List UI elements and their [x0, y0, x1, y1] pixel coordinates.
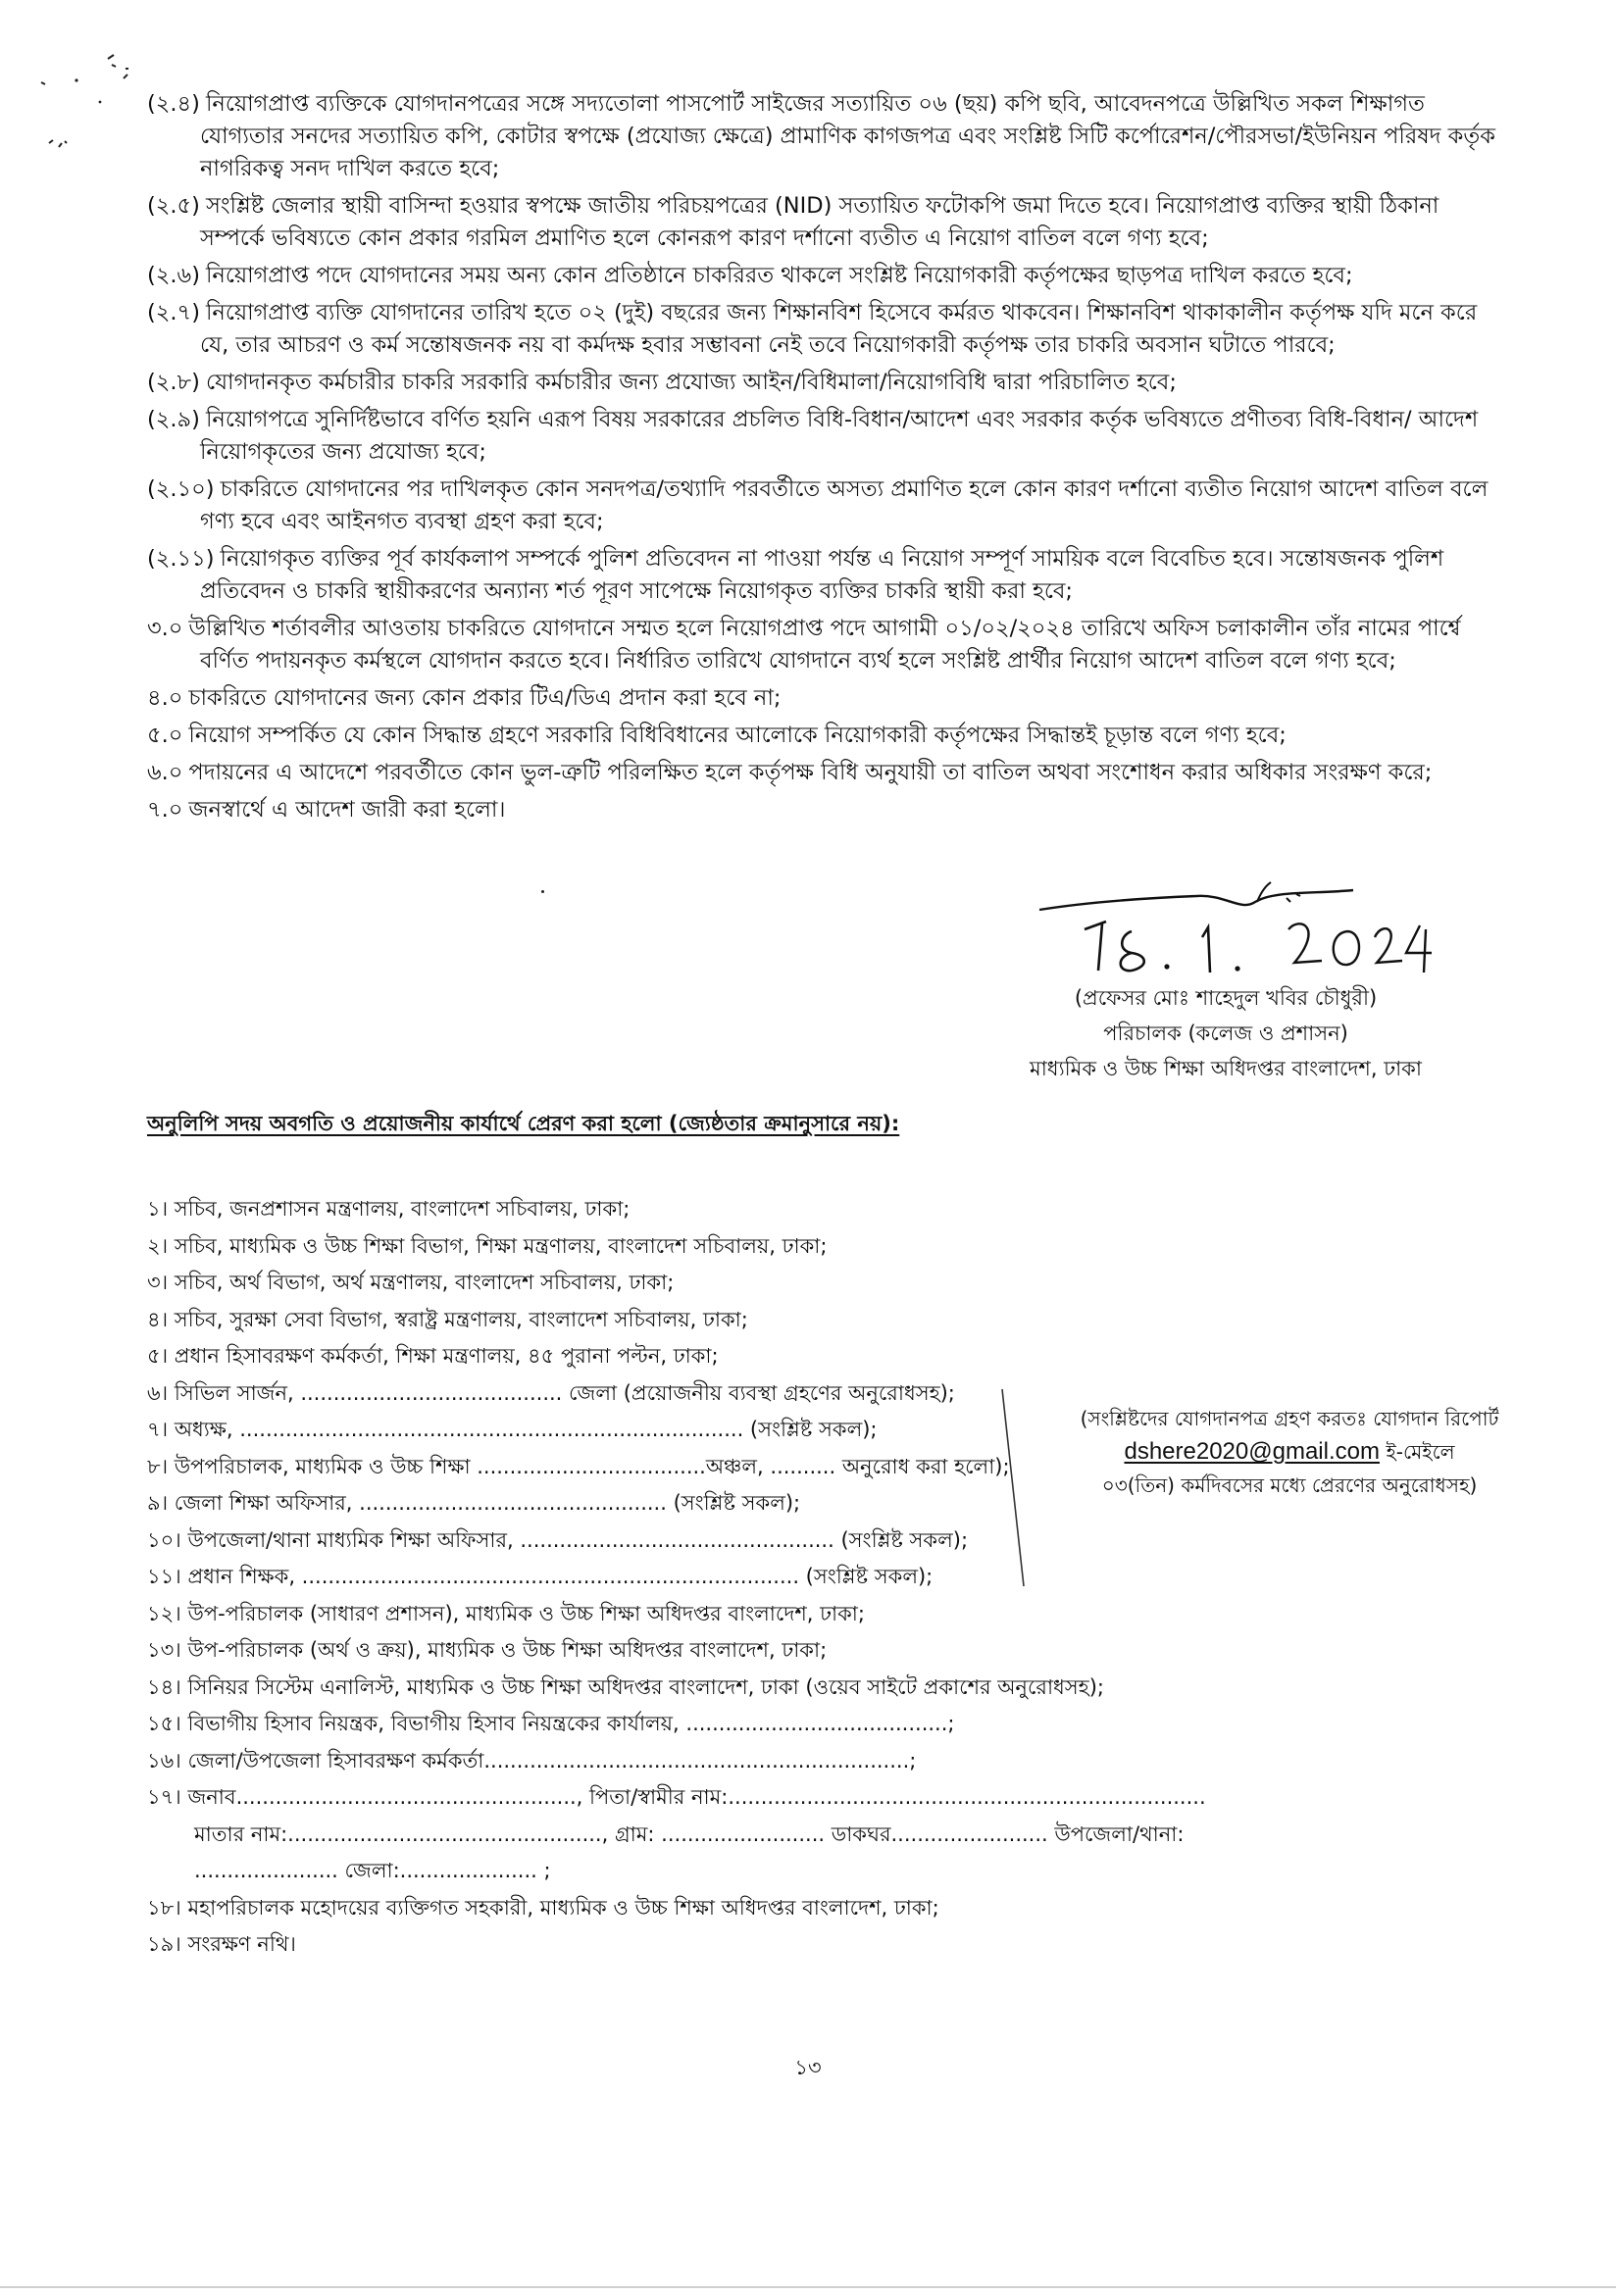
- signatory-designation: পরিচালক (কলেজ ও প্রশাসন): [1103, 1022, 1348, 1045]
- clause-number: ৪.০: [147, 685, 183, 711]
- copy-item: ৮। উপপরিচালক, মাধ্যমিক ও উচ্চ শিক্ষা ...................................অঞ্চল, .......... অনুরোধ করা হলো);: [147, 1454, 1010, 1478]
- clause-6-0: [147, 757, 1500, 789]
- clause-number: ৬.০: [147, 760, 183, 785]
- clause-text: নিয়োগপ্রাপ্ত পদে যোগদানের সময় অন্য কোন প্রতিষ্ঠানে চাকরিরত থাকলে সংশ্লিষ্ট নিয়োগকারী কর্তৃপক্ষের ছাড়পত্র দাখিল করতে হবে;: [205, 263, 1353, 288]
- note-line-3: ০৩(তিন) কর্মদিবসের মধ্যে প্রেরণের অনুরোধসহ): [1101, 1473, 1478, 1497]
- copy-item: ৩। সচিব, অর্থ বিভাগ, অর্থ মন্ত্রণালয়, বাংলাদেশ সচিবালয়, ঢাকা;: [147, 1271, 675, 1294]
- copy-item: ১৯। সংরক্ষণ নথি।: [147, 1932, 296, 1956]
- clause-number: (২.১০): [147, 476, 215, 502]
- clause-text: চাকরিতে যোগদানের জন্য কোন প্রকার টিএ/ডিএ প্রদান করা হবে না;: [188, 685, 782, 711]
- copy-item: ১৫। বিভাগীয় হিসাব নিয়ন্ত্রক, বিভাগীয় হিসাব নিয়ন্ত্রকের কার্যালয়, ........................................;: [147, 1712, 955, 1735]
- clause-2-9: [147, 404, 1500, 469]
- note-line-2: [1049, 1435, 1530, 1469]
- scan-speck-marks: [29, 39, 167, 167]
- copy-item: ৪। সচিব, সুরক্ষা সেবা বিভাগ, স্বরাষ্ট্র মন্ত্রণালয়, বাংলাদেশ সচিবালয়, ঢাকা;: [147, 1307, 748, 1331]
- clause-2-7: [147, 297, 1500, 362]
- clause-text: নিয়োগ সম্পর্কিত যে কোন সিদ্ধান্ত গ্রহণে সরকারি বিধিবিধানের আলোকে নিয়োগকারী কর্তৃপক্ষের সিদ্ধান্তই চূড়ান্ত বলে গণ্য হবে;: [188, 723, 1287, 748]
- bracket-line: [998, 1387, 1028, 1588]
- clause-4-0: [147, 682, 1500, 715]
- clause-number: ৫.০: [147, 723, 183, 748]
- clause-number: (২.৮): [147, 370, 200, 395]
- clause-text: নিয়োগপ্রাপ্ত ব্যক্তিকে যোগদানপত্রের সঙ্গে সদ্যতোলা পাসপোর্ট সাইজের সত্যায়িত ০৬ (ছয়) কপি ছবি, আবেদনপত্রে উল্লিখিত সকল শিক্ষাগত যোগ্যতার সনদের সত্যায়িত কপি, কোটার স্বপক্ষে (প্রযোজ্য ক্ষেত্রে) প্রামাণিক কাগজপত্র এবং সংশ্লিষ্ট সিটি কর্পোরেশন/পৌরসভা/ইউনিয়ন পরিষদ কর্তৃক নাগরিকত্ব সনদ দাখিল করতে হবে;: [200, 91, 1495, 181]
- handwritten-signature: [1030, 873, 1441, 980]
- clause-2-10: [147, 474, 1500, 538]
- clause-7-0: [147, 794, 1500, 826]
- copy-item-continuation: ...................... জেলা:..................... ;: [194, 1859, 551, 1882]
- clause-text: চাকরিতে যোগদানের পর দাখিলকৃত কোন সনদপত্র/তথ্যাদি পরবর্তীতে অসত্য প্রমাণিত হলে কোন কারণ দর্শানো ব্যতীত নিয়োগ আদেশ বাতিল বলে গণ্য হবে এবং আইনগত ব্যবস্থা গ্রহণ করা হবে;: [200, 476, 1489, 534]
- email-link[interactable]: dshere2020@gmail.com: [1124, 1438, 1380, 1465]
- clause-number: ৩.০: [147, 616, 183, 641]
- clause-2-8: [147, 367, 1500, 399]
- copy-item: ৫। প্রধান হিসাবরক্ষণ কর্মকর্তা, শিক্ষা মন্ত্রণালয়, ৪৫ পুরানা পল্টন, ঢাকা;: [147, 1344, 719, 1368]
- copy-item: ২। সচিব, মাধ্যমিক ও উচ্চ শিক্ষা বিভাগ, শিক্ষা মন্ত্রণালয়, বাংলাদেশ সচিবালয়, ঢাকা;: [147, 1233, 828, 1258]
- stray-dot: [541, 890, 544, 893]
- clause-text: উল্লিখিত শর্তাবলীর আওতায় চাকরিতে যোগদানে সম্মত হলে নিয়োগপ্রাপ্ত পদে আগামী ০১/০২/২০২৪ তারিখে অফিস চলাকালীন তাঁর নামের পার্শ্বে বর্ণিত পদায়নকৃত কর্মস্থলে যোগদান করতে হবে। নির্ধারিত তারিখে যোগদানে ব্যর্থ হলে সংশ্লিষ্ট প্রার্থীর নিয়োগ আদেশ বাতিল বলে গণ্য হবে;: [188, 616, 1461, 674]
- clause-number: (২.৫): [147, 193, 200, 219]
- clause-text: সংশ্লিষ্ট জেলার স্থায়ী বাসিন্দা হওয়ার স্বপক্ষে জাতীয় পরিচয়পত্রের (NID) সত্যায়িত ফটোকপি জমা দিতে হবে। নিয়োগপ্রাপ্ত ব্যক্তির স্থায়ী ঠিকানা সম্পর্কে ভবিষ্যতে কোন প্রকার গরমিল প্রমাণিত হলে কোনরূপ কারণ দর্শানো ব্যতীত এ নিয়োগ বাতিল বলে গণ্য হবে;: [200, 193, 1439, 251]
- clause-number: ৭.০: [147, 797, 183, 823]
- clause-text: নিয়োগপ্রাপ্ত ব্যক্তি যোগদানের তারিখ হতে ০২ (দুই) বছরের জন্য শিক্ষানবিশ হিসেবে কর্মরত থাকবেন। শিক্ষানবিশ থাকাকালীন কর্তৃপক্ষ যদি মনে করে যে, তার আচরণ ও কর্ম সন্তোষজনক নয় বা কর্মদক্ষ হবার সম্ভাবনা নেই তবে নিয়োগকারী কর্তৃপক্ষ তার চাকরি অবসান ঘটাতে পারবে;: [200, 300, 1478, 358]
- page-bottom-edge: [0, 2286, 1616, 2288]
- email-suffix: ই-মেইলে: [1386, 1440, 1455, 1464]
- clause-text: পদায়নের এ আদেশে পরবর্তীতে কোন ভুল-ত্রুটি পরিলক্ষিত হলে কর্তৃপক্ষ বিধি অনুযায়ী তা বাতিল অথবা সংশোধন করার অধিকার সংরক্ষণ করে;: [188, 760, 1433, 785]
- clause-2-4: [147, 88, 1500, 185]
- signatory-name: (প্রফেসর মোঃ শাহেদুল খবির চৌধুরী): [1074, 986, 1378, 1010]
- page-number: ১৩: [794, 2056, 822, 2079]
- copy-item: ১৪। সিনিয়র সিস্টেম এনালিস্ট, মাধ্যমিক ও উচ্চ শিক্ষা অধিদপ্তর বাংলাদেশ, ঢাকা (ওয়েব সাইটে প্রকাশের অনুরোধসহ);: [147, 1674, 1104, 1699]
- copy-item: ১০। উপজেলা/থানা মাধ্যমিক শিক্ষা অফিসার, ................................................ (সংশ্লিষ্ট সকল);: [147, 1527, 969, 1552]
- copy-item: ৬। সিভিল সার্জন, ........................................ জেলা (প্রয়োজনীয় ব্যবস্থা গ্রহণের অনুরোধসহ);: [147, 1380, 955, 1405]
- signature-block: [990, 873, 1461, 1086]
- copy-item: ১৬। জেলা/উপজেলা হিসাবরক্ষণ কর্মকর্তা.................................................................;: [147, 1748, 917, 1772]
- clause-3-0: [147, 613, 1500, 677]
- clause-number: (২.৭): [147, 300, 200, 325]
- copy-item: ৭। অধ্যক্ষ, ............................................................................. (সংশ্লিষ্ট সকল);: [147, 1418, 878, 1441]
- copy-item: ১। সচিব, জনপ্রশাসন মন্ত্রণালয়, বাংলাদেশ সচিবালয়, ঢাকা;: [147, 1197, 631, 1221]
- copy-item: ১৭। জনাব...................................................., পিতা/স্বামীর নাম:.........................................................................: [147, 1785, 1206, 1809]
- copy-item: ৯। জেলা শিক্ষা অফিসার, ............................................... (সংশ্লিষ্ট সকল);: [147, 1491, 801, 1515]
- clause-text: নিয়োগপত্রে সুনির্দিষ্টভাবে বর্ণিত হয়নি এরূপ বিষয় সরকারের প্রচলিত বিধি-বিধান/আদেশ এবং সরকার কর্তৃক ভবিষ্যতে প্রণীতব্য বিধি-বিধান/ আদেশ নিয়োগকৃতের জন্য প্রযোজ্য হবে;: [200, 407, 1479, 465]
- clause-number: (২.৪): [147, 91, 200, 117]
- signatory-office: মাধ্যমিক ও উচ্চ শিক্ষা অধিদপ্তর বাংলাদেশ, ঢাকা: [1030, 1057, 1422, 1080]
- clause-text: জনস্বার্থে এ আদেশ জারী করা হলো।: [188, 797, 506, 823]
- copies-heading: অনুলিপি সদয় অবগতি ও প্রয়োজনীয় কার্যার্থে প্রেরণ করা হলো (জ্যেষ্ঠতার ক্রমানুসারে নয়):: [147, 1112, 900, 1135]
- copies-list: [147, 1196, 1481, 1969]
- clause-number: (২.৬): [147, 263, 200, 288]
- clause-text: নিয়োগকৃত ব্যক্তির পূর্ব কার্যকলাপ সম্পর্কে পুলিশ প্রতিবেদন না পাওয়া পর্যন্ত এ নিয়োগ সম্পূর্ণ সাময়িক বলে বিবেচিত হবে। সন্তোষজনক পুলিশ প্রতিবেদন ও চাকরি স্থায়ীকরণের অন্যান্য শর্ত পূরণ সাপেক্ষে নিয়োগকৃত ব্যক্তির চাকরি স্থায়ী করা হবে;: [200, 546, 1444, 604]
- note-line-1: (সংশ্লিষ্টদের যোগদানপত্র গ্রহণ করতঃ যোগদান রিপোর্ট: [1080, 1407, 1499, 1430]
- conditions-list: [147, 88, 1500, 831]
- clause-text: যোগদানকৃত কর্মচারীর চাকরি সরকারি কর্মচারীর জন্য প্রযোজ্য আইন/বিধিমালা/নিয়োগবিধি দ্বারা পরিচালিত হবে;: [205, 370, 1177, 395]
- copy-item: ১৩। উপ-পরিচালক (অর্থ ও ক্রয়), মাধ্যমিক ও উচ্চ শিক্ষা অধিদপ্তর বাংলাদেশ, ঢাকা;: [147, 1638, 828, 1662]
- copy-item: ১৮। মহাপরিচালক মহোদয়ের ব্যক্তিগত সহকারী, মাধ্যমিক ও উচ্চ শিক্ষা অধিদপ্তর বাংলাদেশ, ঢাকা;: [147, 1895, 939, 1920]
- copy-item: ১১। প্রধান শিক্ষক, ............................................................................ (সংশ্লিষ্ট সকল);: [147, 1565, 934, 1588]
- clause-5-0: [147, 720, 1500, 752]
- joining-report-note: [1049, 1402, 1530, 1502]
- clause-2-5: [147, 190, 1500, 255]
- copy-item: ১২। উপ-পরিচালক (সাধারণ প্রশাসন), মাধ্যমিক ও উচ্চ শিক্ষা অধিদপ্তর বাংলাদেশ, ঢাকা;: [147, 1601, 865, 1625]
- clause-number: (২.৯): [147, 407, 200, 432]
- clause-2-11: [147, 543, 1500, 608]
- clause-2-6: [147, 260, 1500, 292]
- copy-item-continuation: মাতার নাম:................................................, গ্রাম: ......................... ডাকঘর........................ উপজেলা/থানা:: [194, 1822, 1185, 1846]
- clause-number: (২.১১): [147, 546, 215, 572]
